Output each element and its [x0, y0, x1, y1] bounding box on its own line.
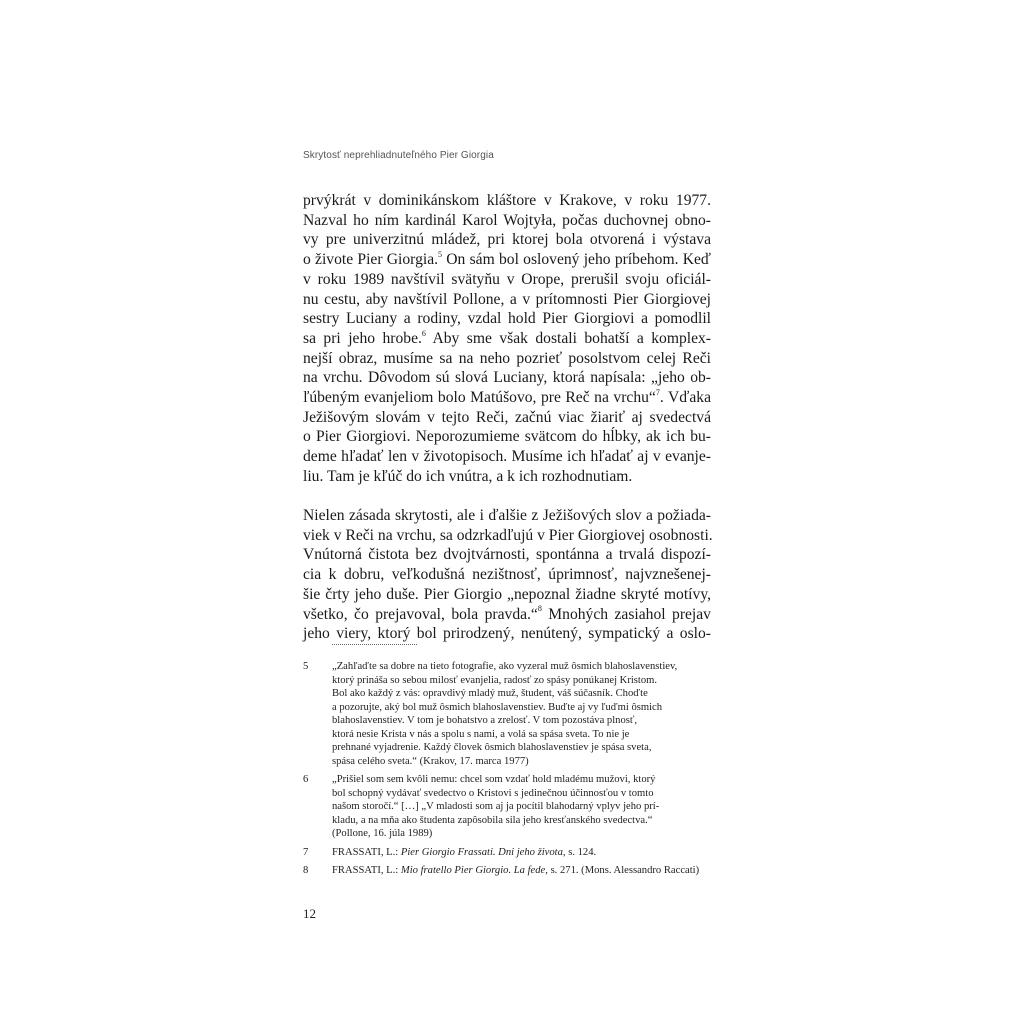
text-fragment: On sám bol oslovený jeho príbehom. Keď [446, 251, 711, 269]
text-line: liu. Tam je kľúč do ich vnútra, a k ich rozhodnutiam. [303, 467, 633, 485]
text-line [303, 250, 711, 270]
citation-rest: , s. 124. [562, 846, 597, 858]
main-text [303, 191, 711, 644]
footnote-ref-7[interactable]: 7 [655, 387, 660, 397]
page-number: 12 [303, 906, 316, 921]
text-line: šie črty jeho duše. Pier Giorgio „nepoznal žiadne skryté motívy, [303, 585, 711, 603]
footnote-number: 7 [303, 846, 309, 858]
footnote-line: kladu, a na mňa ako študenta zapôsobila sila jeho kresťanského svedectva.“ [332, 814, 653, 826]
text-line [303, 329, 711, 349]
text-fragment: o živote Pier Giorgia. [303, 251, 439, 269]
text-line: Nielen zásada skrytosti, ale i ďalšie z Ježišových slov a požiada- [303, 507, 711, 525]
text-line [303, 388, 711, 408]
footnote-5 [303, 660, 713, 768]
footnote-ref-8[interactable]: 8 [537, 604, 542, 614]
footnote-ref-5[interactable]: 5 [438, 249, 443, 259]
text-line: Vnútorná čistota bez dvojtvárnosti, spontánna a trvalá dispozí- [303, 546, 711, 564]
running-head: Skrytosť neprehliadnuteľného Pier Giorgia [303, 150, 494, 161]
citation-author: FRASSATI, L.: [332, 865, 401, 876]
text-fragment: sa pri jeho hrobe. [303, 329, 422, 347]
text-fragment: Aby sme však dostali bohatší a komplex- [432, 329, 711, 347]
footnote-line: bol schopný vydávať svedectvo o Kristovi s jedinečnou účinnosťou v tomto [332, 787, 654, 799]
footnote-number: 5 [303, 661, 309, 672]
text-line: v roku 1989 navštívil svätyňu v Orope, prerušil svoju oficiál- [303, 270, 711, 288]
text-line: sestry Luciany a rodiny, vzdal hold Pier Giorgiovi a pomodlil [303, 310, 711, 328]
footnote-6 [303, 773, 713, 841]
text-line: nu cestu, aby navštívil Pollone, a v prítomnosti Pier Giorgiovej [303, 290, 711, 308]
text-fragment: všetko, čo prejavoval, bola pravda.“ [303, 605, 538, 623]
text-line: cia k dobru, veľkodušná nezištnosť, úprimnosť, najvznešenej- [303, 566, 711, 584]
citation-title: Pier Giorgio Frassati. Dni jeho života [400, 846, 563, 858]
citation-author: FRASSATI, L.: [332, 846, 401, 858]
footnote-line: „Zahľaďte sa dobre na tieto fotografie, ako vyzeral muž ôsmich blahoslavenstiev, [332, 661, 678, 672]
footnote-line: a pozorujte, aký bol muž ôsmich blahoslavenstiev. Buďte aj vy ľuďmi ôsmich [332, 701, 663, 713]
citation-rest: , s. 271. (Mons. Alessandro Raccati) [545, 865, 700, 876]
text-line: na vrchu. Dôvodom sú slová Luciany, ktorá napísala: „jeho ob- [303, 369, 711, 387]
text-line: o Pier Giorgiovi. Neporozumieme svätcom do hĺbky, ak ich bu- [303, 428, 711, 446]
text-fragment: . Vďaka [659, 389, 711, 407]
text-line: vy pre univerzitnú mládež, pri ktorej bola otvorená i výstava [303, 231, 711, 249]
footnote-separator [332, 644, 417, 645]
footnote-number: 6 [303, 774, 309, 785]
footnote-7 [303, 846, 713, 860]
footnote-line: spása celého sveta.“ (Krakov, 17. marca 1977) [332, 755, 529, 767]
text-fragment: Mnohých zasiahol prejav [541, 605, 711, 623]
footnote-line: ktorý prináša so sebou milosť evanjelia, radosť zo spásy ponúkanej Kristom. [332, 674, 658, 686]
text-line: jeho viery, ktorý bol prirodzený, nenútený, sympatický a oslo- [303, 625, 711, 643]
text-line: viek v Reči na vrchu, sa odzrkadľujú v Pier Giorgiovej osobnosti. [303, 526, 713, 544]
footnote-line: prehnané vyjadrenie. Každý človek ôsmich blahoslavenstiev je spása sveta, [332, 742, 652, 753]
paragraph-gap [303, 487, 711, 507]
footnote-line: „Prišiel som sem kvôli nemu: chcel som vzdať hold mladému mužovi, ktorý [332, 774, 656, 785]
footnote-ref-6[interactable]: 6 [421, 328, 426, 338]
footnote-line: blahoslavenstiev. V tom je bohatstvo a zrelosť. V tom pozostáva plnosť, [332, 715, 638, 726]
text-line: Nazval ho ním kardinál Karol Wojtyła, počas duchovnej obno- [303, 211, 711, 229]
footnote-8 [303, 864, 713, 878]
text-line: prvýkrát v dominikánskom kláštore v Krakove, v roku 1977. [303, 192, 711, 209]
text-line: nejší obraz, musíme sa na neho pozrieť posolstvom celej Reči [303, 349, 711, 367]
footnote-line: našom storočí.“ […] „V mladosti som aj ja pocítil blahodarný vplyv jeho prí- [332, 801, 660, 812]
footnotes [303, 660, 713, 883]
text-line: Ježišovým slovám v tejto Reči, začnú viac žiariť aj svedectvá [303, 408, 711, 426]
footnote-line: Bol ako každý z vás: opravdivý mladý muž, študent, váš súčasník. Choďte [332, 688, 648, 699]
footnote-line [332, 864, 713, 878]
text-line [303, 605, 711, 625]
text-fragment: ľúbeným evanjeliom bolo Matúšovo, pre Reč na vrchu“ [303, 389, 656, 407]
footnote-number: 8 [303, 865, 309, 876]
citation-title: Mio fratello Pier Giorgio. La fede [400, 865, 546, 876]
footnote-line: ktorá nesie Krista v nás a spolu s nami, a volá sa spása sveta. To nie je [332, 728, 630, 740]
footnote-line [332, 846, 713, 860]
footnote-line: (Pollone, 16. júla 1989) [332, 828, 433, 839]
text-line: deme hľadať len v životopisoch. Musíme ich hľadať aj v evanje- [303, 448, 711, 466]
